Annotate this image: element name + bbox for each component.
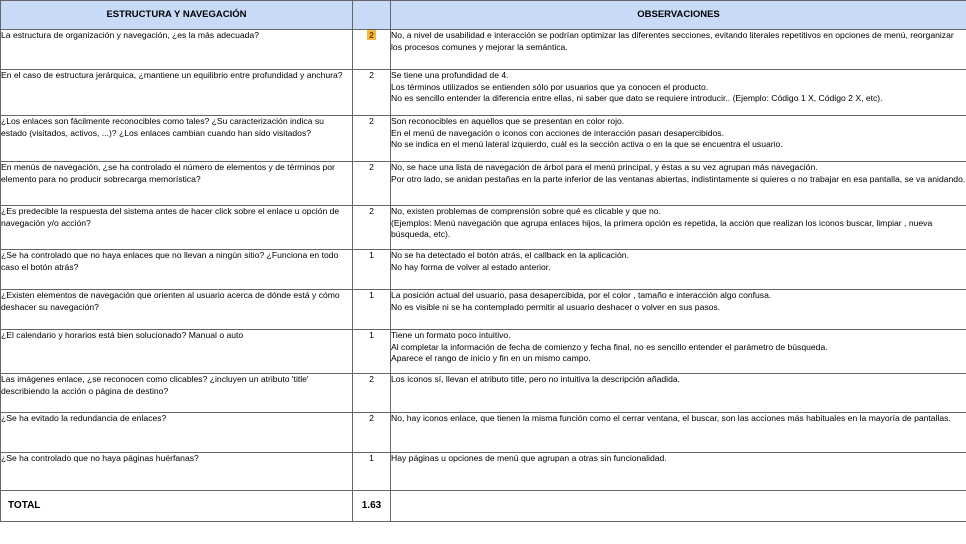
table-row	[1, 116, 966, 162]
observation-line: No es visible ni se ha contemplado permitir al usuario deshacer o volver en sus pasos.	[391, 301, 721, 312]
observation-cell[interactable]	[391, 206, 966, 250]
score-cell[interactable]: 2	[353, 413, 391, 453]
question-cell[interactable]: Las imágenes enlace, ¿se reconocen como clicables? ¿incluyen un atributo 'title' describiendo la acción o página de destino?	[1, 374, 353, 413]
question-cell[interactable]: ¿Se ha controlado que no haya páginas huérfanas?	[1, 453, 353, 491]
header-observations[interactable]: OBSERVACIONES	[391, 1, 966, 30]
observation-line: No se ha detectado el botón atrás, el callback en la aplicación.	[391, 250, 629, 260]
observation-line: Los términos utilizados se entienden sólo por usuarios que ya conocen el producto.	[391, 81, 709, 92]
score-cell[interactable]: 1	[353, 290, 391, 330]
question-cell[interactable]: La estructura de organización y navegación, ¿es la más adecuada?	[1, 30, 353, 70]
table-row	[1, 453, 966, 491]
score-cell[interactable]	[353, 30, 391, 70]
question-cell[interactable]: ¿Se ha evitado la redundancia de enlaces?	[1, 413, 353, 453]
observation-line: Son reconocibles en aquellos que se presentan en color rojo.	[391, 116, 625, 126]
score-cell[interactable]: 2	[353, 162, 391, 206]
score-cell[interactable]: 1	[353, 453, 391, 491]
score-cell[interactable]: 2	[353, 116, 391, 162]
header-structure-navigation[interactable]: ESTRUCTURA Y NAVEGACIÓN	[1, 1, 353, 30]
observation-line: Por otro lado, se anidan pestañas en la parte inferior de las ventanas abiertas, indistintamente si quieres o no trabajar en esa pantalla, se va anidando.	[391, 173, 966, 184]
observation-line: No, existen problemas de comprensión sobre qué es clicable y que no.	[391, 206, 661, 216]
question-cell[interactable]: En menús de navegación, ¿se ha controlado el número de elementos y de términos por elemento para no producir sobrecarga memorística?	[1, 162, 353, 206]
question-cell[interactable]: ¿Los enlaces son fácilmente reconocibles como tales? ¿Su caracterización indica su estado (visitados, activos, ...)? ¿Los enlaces cambian cuando han sido visitados?	[1, 116, 353, 162]
observation-line: No, hay iconos enlace, que tienen la misma función como el cerrar ventana, el buscar, son las acciones más habituales en la mayoría de pantallas.	[391, 413, 951, 423]
table-row	[1, 330, 966, 374]
observation-line: En el menú de navegación o iconos con acciones de interacción pasan desapercibidos.	[391, 127, 724, 138]
observation-cell[interactable]	[391, 30, 966, 70]
observation-line: Los iconos sí, llevan el atributo title, pero no intuitiva la descripción añadida.	[391, 374, 681, 384]
table-row	[1, 162, 966, 206]
observation-cell[interactable]	[391, 162, 966, 206]
observation-line: Al completar la información de fecha de comienzo y fecha final, no es sencillo entender el parámetro de búsqueda.	[391, 341, 828, 352]
observation-cell[interactable]	[391, 250, 966, 290]
total-row	[1, 491, 966, 522]
highlighted-score: 2	[369, 30, 374, 40]
observation-cell[interactable]	[391, 374, 966, 413]
score-cell[interactable]: 2	[353, 70, 391, 116]
table-row	[1, 30, 966, 70]
observation-cell[interactable]	[391, 116, 966, 162]
observation-line: No, a nivel de usabilidad e interacción se podrían optimizar las diferentes secciones, evitando literales repetitivos en opciones de menú, reorganizar los procesos comunes y mejorar la semántica.	[391, 30, 954, 52]
table-row	[1, 70, 966, 116]
table-row	[1, 413, 966, 453]
total-label[interactable]: TOTAL	[1, 491, 353, 522]
question-cell[interactable]: ¿El calendario y horarios está bien solucionado? Manual o auto	[1, 330, 353, 374]
observation-cell[interactable]	[391, 70, 966, 116]
observation-cell[interactable]	[391, 330, 966, 374]
table-row	[1, 290, 966, 330]
question-cell[interactable]: ¿Se ha controlado que no haya enlaces que no llevan a ningún sitio? ¿Funciona en todo caso el botón atrás?	[1, 250, 353, 290]
table-row	[1, 250, 966, 290]
observation-line: No es sencillo entender la diferencia entre ellas, ni saber que dato se requiere introducir.. (Ejemplo: Código 1 X, Código 2 X, etc).	[391, 93, 883, 103]
observation-cell[interactable]	[391, 290, 966, 330]
observation-line: La posición actual del usuario, pasa desapercibida, por el color , tamaño e interacción algo confusa.	[391, 290, 772, 300]
observation-cell[interactable]	[391, 413, 966, 453]
table-row	[1, 374, 966, 413]
observation-line: Aparece el rango de inicio y fin en un mismo campo.	[391, 353, 591, 363]
table-row	[1, 206, 966, 250]
total-observation-cell[interactable]	[391, 491, 966, 522]
total-score[interactable]: 1.63	[353, 491, 391, 522]
question-cell[interactable]: En el caso de estructura jerárquica, ¿mantiene un equilibrio entre profundidad y anchura?	[1, 70, 353, 116]
score-cell[interactable]: 1	[353, 330, 391, 374]
observation-line: Se tiene una profundidad de 4.	[391, 70, 509, 80]
question-cell[interactable]: ¿Existen elementos de navegación que orienten al usuario acerca de dónde está y cómo deshacer su navegación?	[1, 290, 353, 330]
observation-line: (Ejemplos: Menú navegación que agrupa enlaces hijos, la primera opción es repetida, la acción que realizan los iconos buscar, limpiar , nueva búsqueda, etc).	[391, 217, 933, 239]
observation-line: Tiene un formato poco intuitivo.	[391, 330, 511, 340]
observation-cell[interactable]	[391, 453, 966, 491]
observation-line: Hay páginas u opciones de menú que agrupan a otras sin funcionalidad.	[391, 453, 667, 463]
header-score[interactable]	[353, 1, 391, 30]
score-cell[interactable]: 1	[353, 250, 391, 290]
observation-line: No hay forma de volver al estado anterior.	[391, 261, 551, 272]
observation-line: No se indica en el menú lateral izquierdo, cuál es la sección activa o en la que se encuentra el usuario.	[391, 139, 783, 149]
observation-line: No, se hace una lista de navegación de árbol para el menú principal, y éstas a su vez agrupan más navegación.	[391, 162, 818, 172]
score-cell[interactable]: 2	[353, 374, 391, 413]
header-row	[1, 1, 966, 30]
score-cell[interactable]: 2	[353, 206, 391, 250]
question-cell[interactable]: ¿Es predecible la respuesta del sistema antes de hacer click sobre el enlace u opción de navegación y/o acción?	[1, 206, 353, 250]
